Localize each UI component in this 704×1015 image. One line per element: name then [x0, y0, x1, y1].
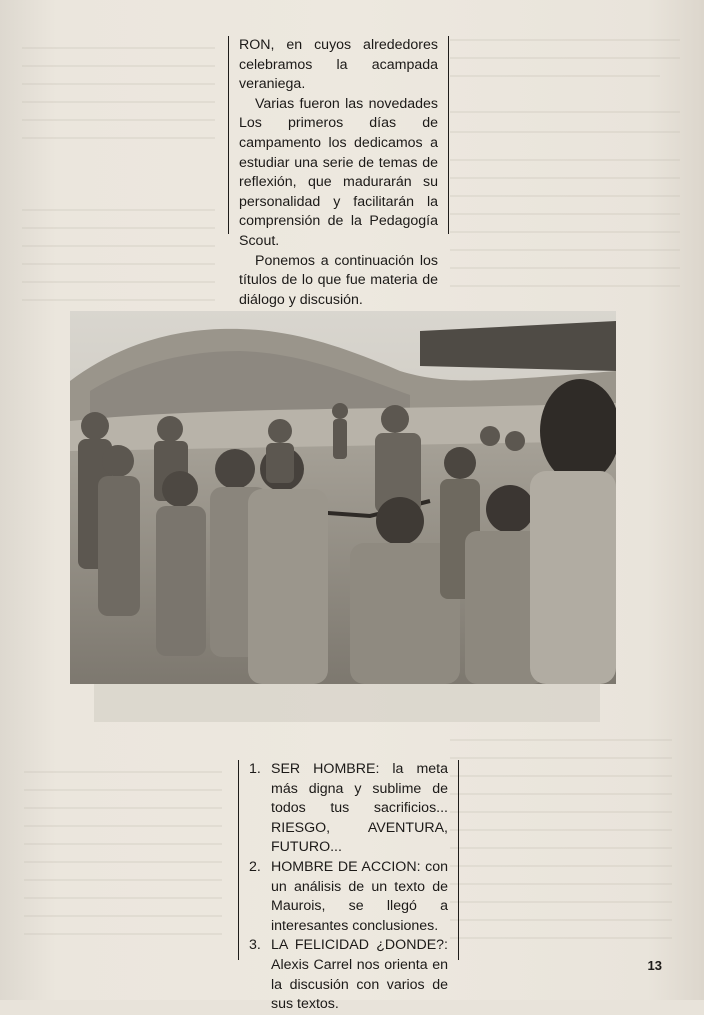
list-item-number: 1. — [249, 761, 261, 777]
intro-paragraph-1: RON, en cuyos alrededores celebramos la acampada veraniega. — [239, 37, 438, 93]
photo-shadow — [94, 684, 600, 722]
list-item-text: HOMBRE DE ACCION: con un análisis de un texto de Maurois, se llegó a interesantes conclusiones. — [271, 858, 448, 934]
intro-paragraph-3: Ponemos a continuación los títulos de lo que fue materia de diálogo y discusión. — [239, 252, 438, 308]
page-number: 13 — [647, 958, 662, 973]
scouts-photo — [70, 311, 616, 684]
intro-paragraph-2: Varias fueron las novedades Los primeros días de campamento los dedicamos a estudiar una serie de temas de reflexión, que madurarán su personalidad y facilitarán la comprensión de la Pedagogía Scout. — [239, 95, 438, 249]
list-item — [249, 760, 448, 858]
list-item — [249, 858, 448, 936]
themes-list-box — [238, 760, 459, 1013]
list-item — [249, 936, 448, 1014]
scouts-photo-image — [70, 311, 616, 684]
intro-text-box — [228, 36, 449, 308]
themes-list — [249, 760, 448, 1015]
list-item-number: 2. — [249, 858, 261, 875]
list-item-text: LA FELICIDAD ¿DONDE?: Alexis Carrel nos orienta en la discusión con varios de sus textos. — [271, 937, 448, 1013]
list-item-number: 3. — [249, 937, 261, 954]
list-item-text: SER HOMBRE: la meta más digna y sublime de todos tus sacrificios... RIESGO, AVENTURA, FUTURO... — [271, 761, 448, 856]
